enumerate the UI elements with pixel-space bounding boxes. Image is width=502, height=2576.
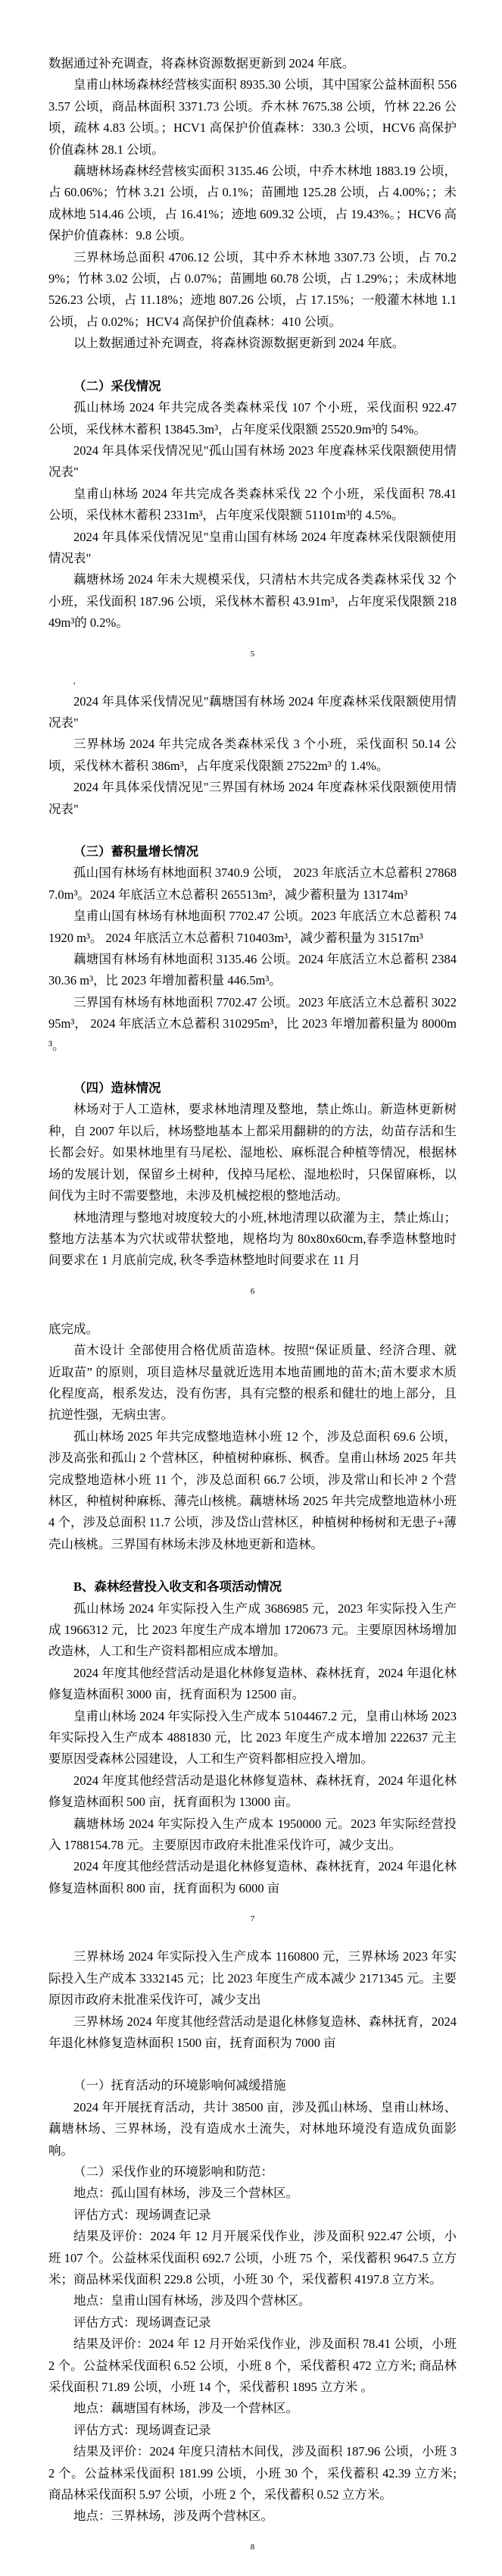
blank-line <box>48 820 457 841</box>
paragraph: 地点：孤山国有林场，涉及三个营林区。 <box>73 2186 298 2201</box>
blank-line <box>48 2054 457 2075</box>
paragraph: 2024 年具体采伐情况见"皇甫山国有林场 2024 年度森林采伐限额使用情况表" <box>48 529 457 565</box>
paragraph: 结果及评价：2024 年 12 月开展采伐作业，涉及面积 922.47 公顷，小班 107 个。公益林采伐面积 692.7 公顷，小班 75 个，采伐蓄积 9647.5 立方米；商品林采伐面积 229.8 公顷，小班 30 个，采伐蓄积 4197.8 立方米。 <box>48 2229 457 2286</box>
page-number: 7 <box>250 1914 255 1924</box>
paragraph: 三界林场总面积 4706.12 公顷，其中乔木林地 3307.73 公顷，占 70.29%；竹林 3.02 公顷，占 0.07%；苗圃地 60.78 公顷，占 1.29%；；未成林地 526.23 公顷，占 11.18%；迹地 807.26 公顷，占 17.15%；一般灌木林地 1.1 公顷，占 0.02%；HCV4 高保护价值森林：410 公顷。 <box>48 249 457 329</box>
paragraph: 2024 年开展抚育活动，共计 38500 亩，涉及孤山林场、皇甫山林场、藕塘林场、三界林场，没有造成水土流失，对林地环境没有造成负面影响。 <box>48 2099 457 2158</box>
page-number: 8 <box>250 2542 255 2552</box>
paragraph: 数据通过补充调查，将森林资源数据更新到 2024 年底。 <box>48 56 355 70</box>
paragraph: 三界国有林场有林地面积 7702.47 公顷。2023 年底活立木总蓄积 302295m³， 2024 年底活立木总蓄积 310295m³，比 2023 年增加蓄积量为 8000m³。 <box>48 994 457 1053</box>
paragraph: （二）采伐作业的环境影响和防范： <box>73 2164 273 2179</box>
paragraph: 评估方式：现场调查记录 <box>73 2422 211 2437</box>
paragraph: 2024 年具体采伐情况见"孤山国有林场 2023 年度森林采伐限额使用情况表" <box>48 443 457 480</box>
paragraph: 藕塘国有林场有林地面积 3135.46 公顷。2024 年底活立木总蓄积 238430.36 m³，比 2023 年增加蓄积量 446.5m³。 <box>48 952 457 988</box>
blank-line <box>48 1555 457 1576</box>
blank-line <box>48 355 457 376</box>
paragraph: 地点：皇甫山国有林场，涉及四个营林区。 <box>73 2293 311 2308</box>
page-number: 5 <box>250 649 255 659</box>
paragraph: 2024 年度其他经营活动是退化林修复造林、森林抚育，2024 年退化林修复造林面积 800 亩，抚育面积为 6000 亩 <box>48 1859 457 1895</box>
page-number: 6 <box>250 1286 255 1296</box>
paragraph: 皇甫山林场森林经营核实面积 8935.30 公顷，其中国家公益林面积 5563.57 公顷，商品林面积 3371.73 公顷。乔木林 7675.38 公顷，竹林 22.26 公顷，疏林 4.83 公顷。；HCV1 高保护价值森林：330.3 公顷，HCV6 高保护价值森林 28.1 公顷。 <box>48 77 457 157</box>
section-heading: （三）蓄积量增长情况 <box>73 844 198 859</box>
paragraph: 地点：三界林场，涉及两个营林区。 <box>73 2509 273 2524</box>
paragraph: （一）抚育活动的环境影响何减缓措施 <box>73 2078 286 2093</box>
section-heading: B、森林经营投入收支和各项活动情况 <box>73 1579 282 1595</box>
paragraph: 结果及评价：2024 年 12 月开始采伐作业，涉及面积 78.41 公顷，小班 2 个。公益林采伐面积 6.52 公顷，小班 8 个，采伐蓄积 472 立方米; 商品林采伐面积 71.89 公顷，小班 14 个，采伐蓄积 1895 立方米 。 <box>48 2337 457 2394</box>
stray-mark: ' <box>73 681 76 691</box>
paragraph: 以上数据通过补充调查，将森林资源数据更新到 2024 年底。 <box>73 336 405 351</box>
paragraph: 藕塘林场森林经营核实面积 3135.46 公顷，中乔木林地 1883.19 公顷，占 60.06%；竹林 3.21 公顷，占 0.1%；苗圃地 125.28 公顷，占 4.00%；；未成林地 514.46 公顷，占 16.41%；迹地 609.32 公顷，占 19.43%。；HCV6 高保护价值森林：9.8 公顷。 <box>48 164 457 243</box>
paragraph: 孤山林场 2024 年共完成各类森林采伐 107 个小班，采伐面积 922.47 公顷，采伐林木蓄积 13845.3m³，占年度采伐限额 25520.9m³的 54%。 <box>48 400 457 437</box>
paragraph: 三界林场 2024 年度其他经营活动是退化林修复造林、森林抚育，2024 年退化林修复造林面积 1500 亩，抚育面积为 7000 亩 <box>48 2014 457 2050</box>
paragraph: 2024 年具体采伐情况见"藕塘国有林场 2024 年度森林采伐限额使用情况表" <box>48 693 457 730</box>
paragraph: 地点：藕塘国有林场，涉及一个营林区。 <box>73 2401 298 2416</box>
paragraph: 底完成。 <box>48 1321 98 1336</box>
section-heading: （四）造林情况 <box>73 1081 161 1096</box>
paragraph: 2024 年具体采伐情况见"三界国有林场 2024 年度森林采伐限额使用情况表" <box>48 780 457 816</box>
section-heading: （二）采伐情况 <box>73 378 161 393</box>
paragraph: 藕塘林场 2024 年实际投入生产成本 1950000 元。2023 年实际经营投入 1788154.78 元。主要原因市政府未批准采伐许可，减少支出。 <box>48 1816 457 1853</box>
paragraph: 三界林场 2024 年实际投入生产成本 1160800 元，三界林场 2023 年实际投入生产成本 3332145 元；比 2023 年度生产成本减少 2171345 元。主要原因市政府未批准采伐许可，减少支出 <box>48 1949 457 2008</box>
paragraph: 皇甫山国有林场有林地面积 7702.47 公顷。2023 年底活立木总蓄积 741920 m³。 2024 年底活立木总蓄积 710403m³，减少蓄积量为 31517m³ <box>48 909 457 945</box>
paragraph: 皇甫山林场 2024 年共完成各类森林采伐 22 个小班，采伐面积 78.41 公顷，采伐林木蓄积 2331m³，占年度采伐限额 51101m³的 4.5%。 <box>48 486 457 523</box>
paragraph: 2024 年度其他经营活动是退化林修复造林、森林抚育，2024 年退化林修复造林面积 3000 亩，抚育面积为 12500 亩。 <box>48 1665 457 1702</box>
paragraph: 藕塘林场 2024 年未大规模采伐，只清枯木共完成各类森林采伐 32 个小班，采伐面积 187.96 公顷，采伐林木蓄积 43.91m³，占年度采伐限额 21849m³的 0.2%。 <box>48 572 457 631</box>
paragraph: 苗木设计 全部使用合格优质苗造林。按照“保证质量、经济合理、就近取苗” 的原则，项目造林尽量就近选用本地苗圃地的苗木;苗木要求木质化程度高，根系发达，没有伤害，具有完整的根系和健壮的地上部分，且抗逆性强，无病虫害。 <box>48 1343 457 1423</box>
paragraph: 评估方式：现场调查记录 <box>73 2207 211 2222</box>
paragraph: 三界林场 2024 年共完成各类森林采伐 3 个小班，采伐面积 50.14 公顷，采伐林木蓄积 386m³，占年度采伐限额 27522m³ 的 1.4%。 <box>48 737 457 773</box>
paragraph: 2024 年度其他经营活动是退化林修复造林、森林抚育，2024 年退化林修复造林面积 500 亩，抚育面积为 13000 亩。 <box>48 1773 457 1810</box>
paragraph: 结果及评价：2024 年度只清枯木间伐，涉及面积 187.96 公顷，小班 32 个。公益林采伐面积 181.99 公顷，小班 30 个，采伐蓄积 42.39 立方米; 商品林采伐面积 5.97 公顷，小班 2 个，采伐蓄积 0.52 立方米。 <box>48 2444 457 2502</box>
paragraph: 孤山林场 2025 年共完成整地造林小班 12 个，涉及总面积 69.6 公顷，涉及高张和孤山 2 个营林区，种植树种麻栎、枫香。皇甫山林场 2025 年共完成整地造林小班 11 个，涉及总面积 66.7 公顷，涉及常山和长冲 2 个营林区，种植树种麻栎、薄壳山核桃。藕塘林场 2025 年共完成整地造林小班 4 个，涉及总面积 11.7 公顷，涉及岱山营林区，种植树种杨树和无患子+薄壳山核桃。三界国有林场未涉及林地更新和造林。 <box>48 1429 457 1551</box>
paragraph: 林地清理与整地对坡度较大的小班,林地清理以砍灌为主，禁止炼山；整地方法基本为穴状或带状整地，规格均为 80x80x60cm,春季造林整地时间要求在 1 月底前完成, 秋冬季造林整地时间要求在 11 月 <box>48 1210 457 1268</box>
blank-line <box>48 1056 457 1078</box>
paragraph: 皇甫山林场 2024 年实际投入生产成本 5104467.2 元，皇甫山林场 2023 年实际投入生产成本 4881830 元，比 2023 年度生产成本增加 222637 元主要原因受森林公园建设，人工和生产资料都相应投入增加。 <box>48 1708 457 1767</box>
paragraph: 林场对于人工造林，要求林地清理及整地，禁止炼山。新造林更新树种，自 2007 年以后，林场整地基本上都采用翻耕的的方法，幼苗存活和生长都会好。如果林地里有马尾松、湿地松、麻栎混合种植等情况，根据林场的发展计划，保留乡土树种，伐掉马尾松、湿地松时，只保留麻栎，以间伐为主时不需要整地，未涉及机械挖根的整地活动。 <box>48 1102 457 1203</box>
paragraph: 孤山国有林场有林地面积 3740.9 公顷， 2023 年底活立木总蓄积 278687.0m³。2024 年底活立木总蓄积 265513m³，减少蓄积量为 13174m³ <box>48 865 457 902</box>
paragraph: 评估方式：现场调查记录 <box>73 2315 211 2330</box>
paragraph: 孤山林场 2024 年实际投入生产成 3686985 元，2023 年实际投入生产成 1966312 元，比 2023 年度生产成本增加 1720673 元。主要原因林场增加改造林，人工和生产资料都相应成本增加。 <box>48 1601 457 1659</box>
